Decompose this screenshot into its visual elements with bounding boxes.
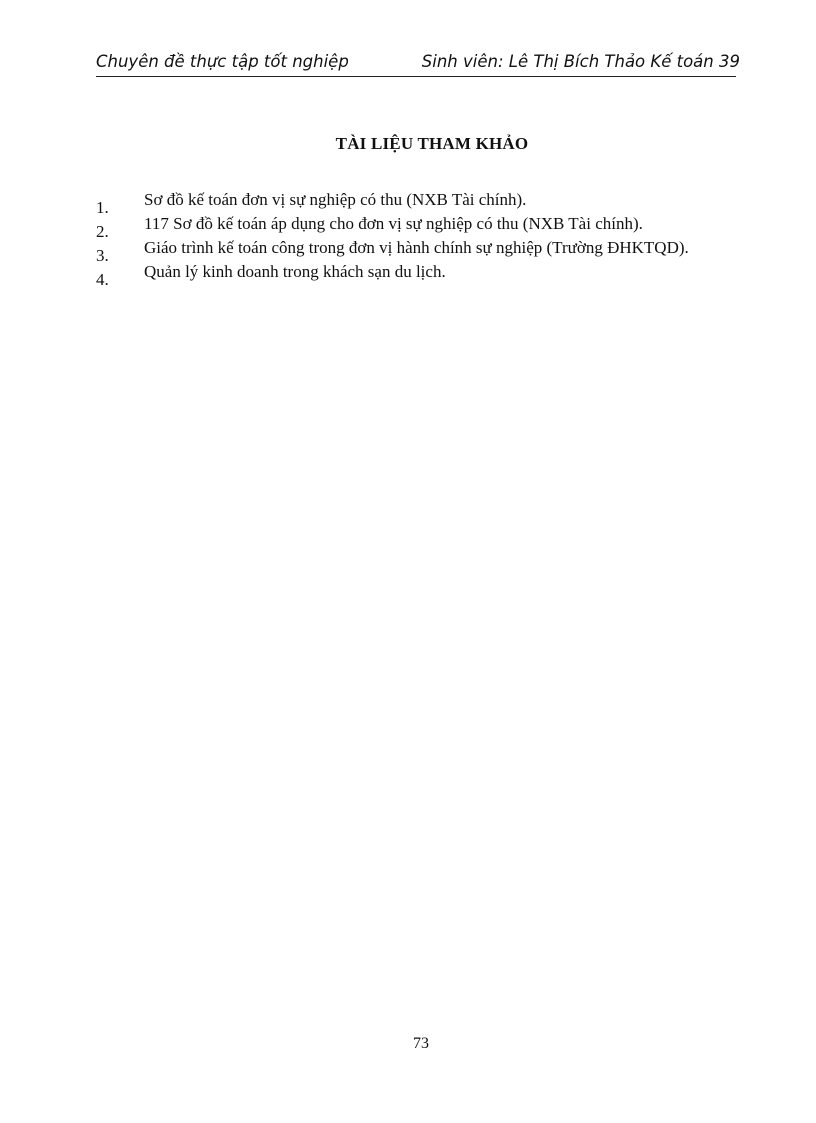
reference-text: Sơ đồ kế toán đơn vị sự nghiệp có thu (NXB Tài chính). xyxy=(144,190,527,209)
reference-text: Giáo trình kế toán công trong đơn vị hành chính sự nghiệp (Trường ĐHKTQD). xyxy=(144,238,689,257)
reference-number: 1. xyxy=(96,198,109,217)
header-student-info: Sinh viên: Lê Thị Bích Thảo Kế toán 39 xyxy=(421,52,740,71)
reference-item xyxy=(96,212,756,241)
reference-text: Quản lý kinh doanh trong khách sạn du lịch. xyxy=(144,262,446,281)
reference-list xyxy=(96,188,756,289)
reference-item xyxy=(96,236,756,265)
reference-item xyxy=(96,260,756,289)
reference-number: 2. xyxy=(96,222,109,241)
reference-text: 117 Sơ đồ kế toán áp dụng cho đơn vị sự nghiệp có thu (NXB Tài chính). xyxy=(144,214,643,233)
header-document-type: Chuyên đề thực tập tốt nghiệp xyxy=(96,52,349,71)
page-number: 73 xyxy=(413,1035,429,1052)
reference-item xyxy=(96,188,756,217)
page-title: TÀI LIỆU THAM KHẢO xyxy=(335,134,529,153)
reference-number: 3. xyxy=(96,246,109,265)
page-header xyxy=(96,52,740,77)
reference-number: 4. xyxy=(96,270,109,289)
